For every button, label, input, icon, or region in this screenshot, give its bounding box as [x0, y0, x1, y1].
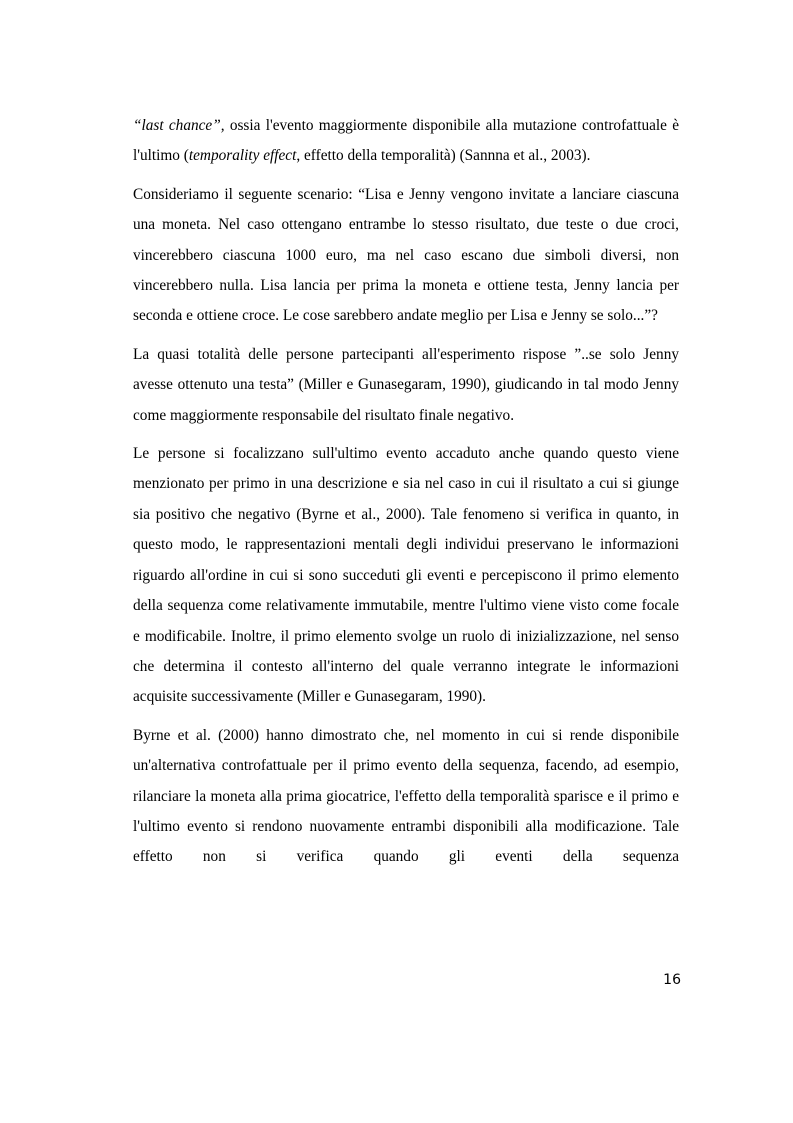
body-text	[133, 111, 679, 881]
paragraph-last-chance	[133, 111, 679, 172]
paragraph-responses	[133, 340, 679, 431]
text-segment: temporality effect	[188, 147, 297, 165]
text-segment: Byrne et al. (2000) hanno dimostrato che, nel momento in cui si rende disponibile un'alternativa controfattuale per il primo evento della sequenza, facendo, ad esempio, rilanciare la moneta alla prima giocatrice, l'effetto della temporalità sparisce e il primo e l'ultimo evento si rendono nuovamente entrambi disponibili alla modificazione. Tale effetto non si verifica quando gli eventi della sequenza	[133, 726, 679, 866]
text-segment: , effetto della temporalità) (Sannna et al., 2003).	[296, 147, 591, 165]
page-number: 16	[663, 972, 681, 988]
paragraph-byrne	[133, 721, 679, 873]
text-segment: La quasi totalità delle persone partecipanti all'esperimento rispose ”..se solo Jenny avesse ottenuto una testa” (Miller e Gunasegaram, 1990), giudicando in tal modo Jenny come maggiormente responsabile del risultato finale negativo.	[133, 345, 679, 424]
paragraph-focus-last-event	[133, 439, 679, 713]
paragraph-scenario	[133, 180, 679, 332]
text-segment: Consideriamo il seguente scenario: “Lisa e Jenny vengono invitate a lanciare ciascuna una moneta. Nel caso ottengano entrambe lo stesso risultato, due teste o due croci, vincerebbero ciascuna 1000 euro, ma nel caso escano due simboli diversi, non vincerebbero nulla. Lisa lancia per prima la moneta e ottiene testa, Jenny lancia per seconda e ottiene croce. Le cose sarebbero andate meglio per Lisa e Jenny se solo...”?	[133, 185, 679, 325]
text-segment: Le persone si focalizzano sull'ultimo evento accaduto anche quando questo viene menzionato per primo in una descrizione e sia nel caso in cui il risultato a cui si giunge sia positivo che negativo (Byrne et al., 2000). Tale fenomeno si verifica in quanto, in questo modo, le rappresentazioni mentali degli individui preservano le informazioni riguardo all'ordine in cui si sono succeduti gli eventi e percepiscono il primo elemento della sequenza come relativamente immutabile, mentre l'ultimo viene visto come focale e modificabile. Inoltre, il primo elemento svolge un ruolo di inizializzazione, nel senso che determina il contesto all'interno del quale verranno integrate le informazioni acquisite successivamente (Miller e Gunasegaram, 1990).	[133, 445, 679, 706]
text-segment: “last chance”,	[133, 117, 225, 134]
text-segment: ossia l'evento maggiormente disponibile alla mutazione controfattuale è l'ultimo (	[133, 117, 679, 165]
